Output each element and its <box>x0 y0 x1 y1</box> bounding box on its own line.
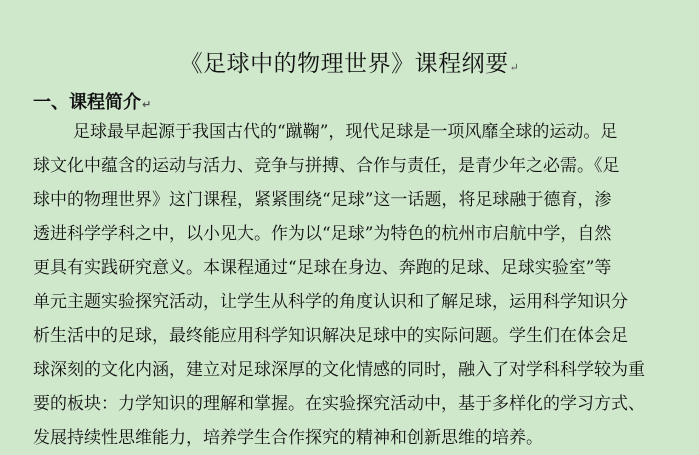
paragraph-line: 单元主题实验探究活动，让学生从科学的角度认识和了解足球，运用科学知识分 <box>33 292 628 312</box>
paragraph-line: 更具有实践研究意义。本课程通过“足球在身边、奔跑的足球、足球实验室”等 <box>33 258 612 278</box>
paragraph-mark-icon: ↵ <box>509 61 520 74</box>
section-heading-text: 一、课程简介 <box>33 92 141 113</box>
paragraph-line: 析生活中的足球，最终能应用科学知识解决足球中的实际问题。学生们在体会足 <box>33 326 628 346</box>
paragraph-line: 足球最早起源于我国古代的“蹴鞠”，现代足球是一项风靡全球的运动。足 <box>73 122 618 142</box>
paragraph-line: 球中的物理世界》这门课程，紧紧围绕“足球”这一话题，将足球融于德育，渗 <box>33 190 612 210</box>
paragraph-line: 要的板块：力学知识的理解和掌握。在实验探究活动中，基于多样化的学习方式、 <box>33 394 645 414</box>
document-title-text: 《足球中的物理世界》课程纲要 <box>179 51 509 77</box>
document-title <box>0 45 699 78</box>
paragraph-line: 透进科学学科之中，以小见大。作为以“足球”为特色的杭州市启航中学，自然 <box>33 224 612 244</box>
paragraph-line: 球深刻的文化内涵，建立对足球深厚的文化情感的同时，融入了对学科科学较为重 <box>33 360 645 380</box>
paragraph-line: 球文化中蕴含的运动与活力、竞争与拼搏、合作与责任，是青少年之必需。《足 <box>33 156 620 176</box>
paragraph-line: 发展持续性思维能力，培养学生合作探究的精神和创新思维的培养。 <box>33 428 543 448</box>
paragraph-mark-icon: ↵ <box>142 98 152 111</box>
section-heading <box>33 88 151 114</box>
